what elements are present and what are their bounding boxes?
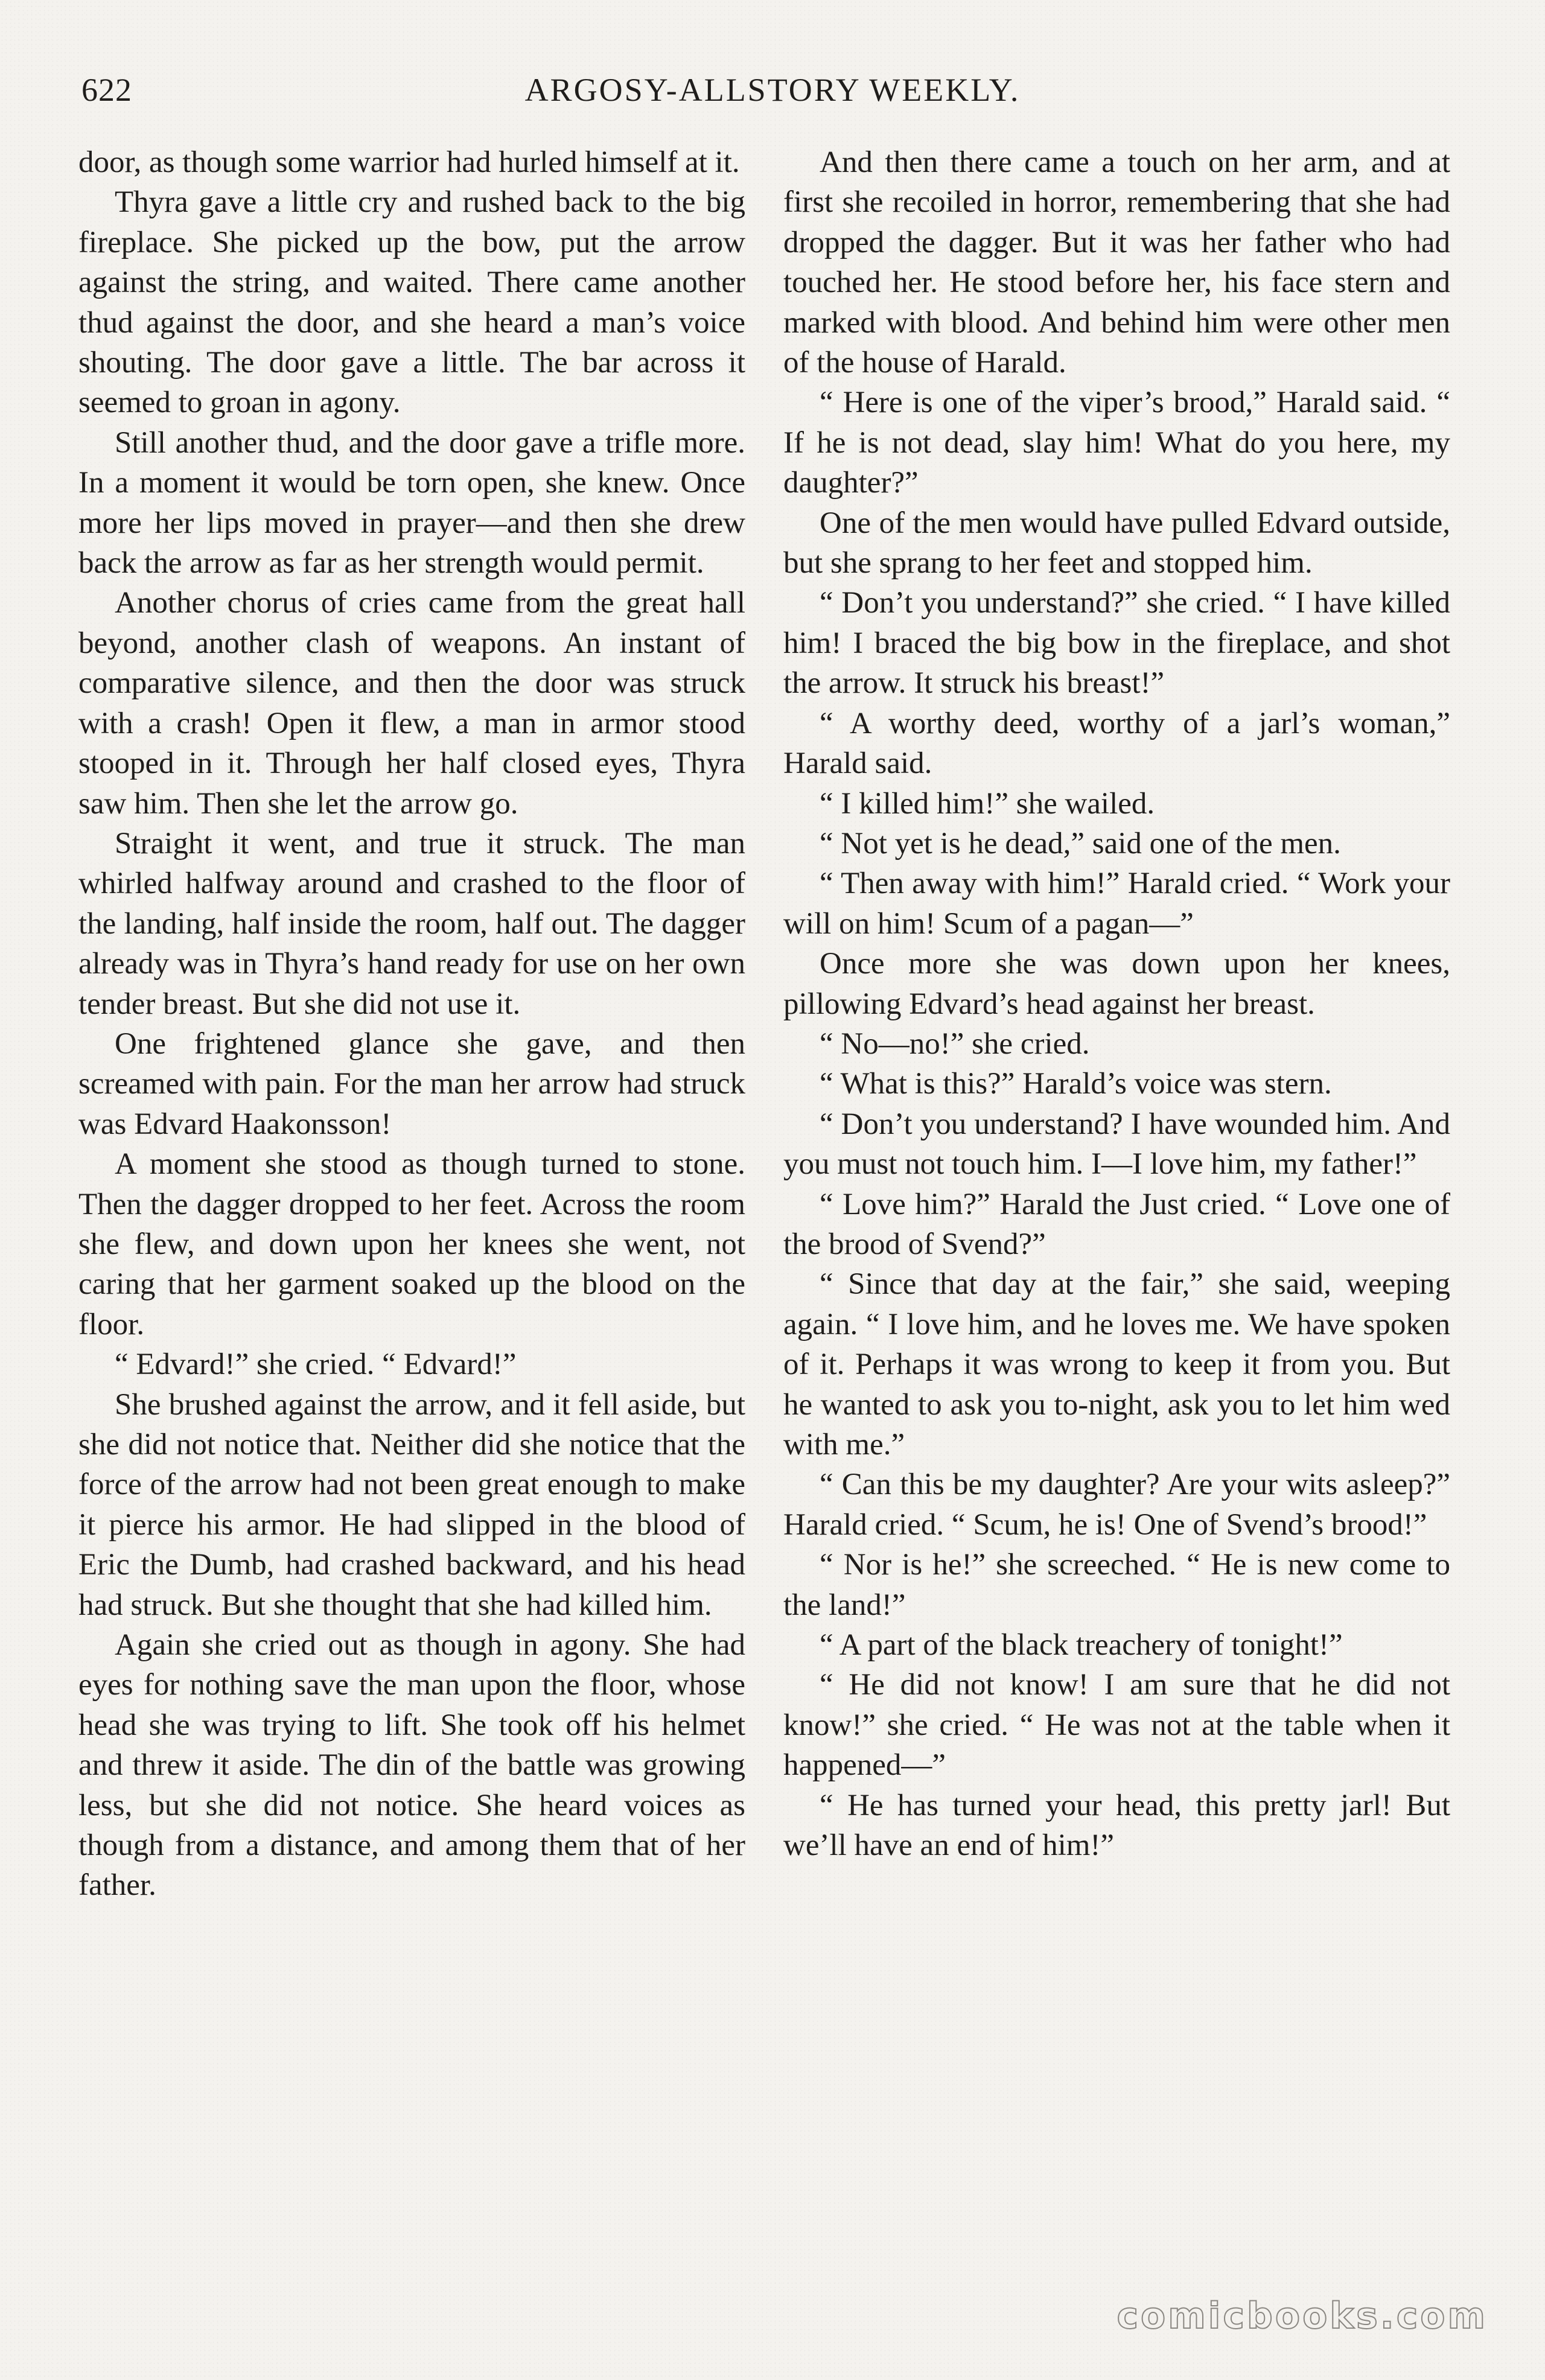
paragraph: “ I killed him!” she wailed. (820, 786, 1155, 821)
paragraph: “ A part of the black treachery of tonight!” (820, 1628, 1343, 1662)
paragraph: Once more she was down upon her knees, pillowing Edvard’s head against her breast. (783, 947, 1450, 1021)
paragraph: “ No—no!” she cried. (820, 1026, 1090, 1061)
paragraph: Again she cried out as though in agony. She had eyes for nothing save the man upon the floor, whose head she was trying to lift. She took off his helmet and threw it aside. The din of the battle was growing less, but she did not notice. She heard voices as though from a distance, and among them that of her father. (78, 1628, 745, 1903)
paragraph: “ Don’t you understand?” she cried. “ I have killed him! I braced the big bow in the fireplace, and shot the arrow. It struck his breast!” (783, 586, 1450, 701)
left-column (78, 142, 745, 1906)
paragraph: One frightened glance she gave, and then screamed with pain. For the man her arrow had struck was Edvard Haakonsson! (78, 1026, 745, 1141)
paragraph: “ Edvard!” she cried. “ Edvard!” (115, 1348, 517, 1382)
paragraph: She brushed against the arrow, and it fell aside, but she did not notice that. Neither did she notice that the force of the arrow had not been great enough to make it pierce his armor. He had slipped in the blood of Eric the Dumb, had crashed backward, and his head had struck. But she thought that she had killed him. (78, 1387, 745, 1622)
paragraph: “ Here is one of the viper’s brood,” Harald said. “ If he is not dead, slay him! What do you here, my daughter?” (783, 386, 1450, 500)
page-number: 622 (81, 72, 132, 108)
paragraph: “ A worthy deed, worthy of a jarl’s woman,” Harald said. (783, 706, 1450, 781)
right-column (783, 142, 1450, 1865)
paragraph: “ He did not know! I am sure that he did not know!” she cried. “ He was not at the table when it happened—” (783, 1668, 1450, 1783)
paragraph: And then there came a touch on her arm, and at first she recoiled in horror, remembering that she had dropped the dagger. But it was her father who had touched her. He stood before her, his face stern and marked with blood. And behind him were other men of the house of Harald. (783, 145, 1450, 380)
paragraph: Thyra gave a little cry and rushed back to the big fireplace. She picked up the bow, put the arrow against the string, and waited. There came another thud against the door, and she heard a man’s voice shouting. The door gave a little. The bar across it seemed to groan in agony. (78, 185, 745, 420)
watermark-logo: comicbooks.com (1117, 2295, 1488, 2337)
paragraph: A moment she stood as though turned to stone. Then the dagger dropped to her feet. Across the room she flew, and down upon her knees she went, not caring that her garment soaked up the blood on the floor. (78, 1147, 745, 1341)
paragraph: “ Love him?” Harald the Just cried. “ Love one of the brood of Svend?” (783, 1187, 1450, 1261)
paragraph: “ He has turned your head, this pretty jarl! But we’ll have an end of him!” (783, 1788, 1450, 1863)
paragraph: “ What is this?” Harald’s voice was stern. (820, 1067, 1332, 1101)
paragraph: “ Don’t you understand? I have wounded him. And you must not touch him. I—I love him, my father!” (783, 1107, 1450, 1182)
paragraph: “ Can this be my daughter? Are your wits asleep?” Harald cried. “ Scum, he is! One of Svend’s brood!” (783, 1468, 1450, 1542)
paragraph: Straight it went, and true it struck. The man whirled halfway around and crashed to the floor of the landing, half inside the room, half out. The dagger already was in Thyra’s hand ready for use on her own tender breast. But she did not use it. (78, 826, 745, 1021)
paragraph: “ Nor is he!” she screeched. “ He is new come to the land!” (783, 1548, 1450, 1622)
paragraph: “ Then away with him!” Harald cried. “ Work your will on him! Scum of a pagan—” (783, 867, 1450, 941)
paragraph: One of the men would have pulled Edvard outside, but she sprang to her feet and stopped him. (783, 506, 1450, 581)
running-head: ARGOSY-ALLSTORY WEEKLY. (524, 72, 1021, 108)
paragraph: door, as though some warrior had hurled himself at it. (78, 145, 740, 179)
paragraph: Another chorus of cries came from the great hall beyond, another clash of weapons. An instant of comparative silence, and then the door was struck with a crash! Open it flew, a man in armor stood stooped in it. Through her half closed eyes, Thyra saw him. Then she let the arrow go. (78, 586, 745, 821)
paragraph: Still another thud, and the door gave a trifle more. In a moment it would be torn open, she knew. Once more her lips moved in prayer—and then she drew back the arrow as far as her strength would permit. (78, 425, 745, 581)
paragraph: “ Not yet is he dead,” said one of the men. (820, 826, 1341, 861)
paragraph: “ Since that day at the fair,” she said, weeping again. “ I love him, and he loves me. We have spoken of it. Perhaps it was wrong to keep it from you. But he wanted to ask you to-night, ask you to let him wed with me.” (783, 1267, 1450, 1462)
